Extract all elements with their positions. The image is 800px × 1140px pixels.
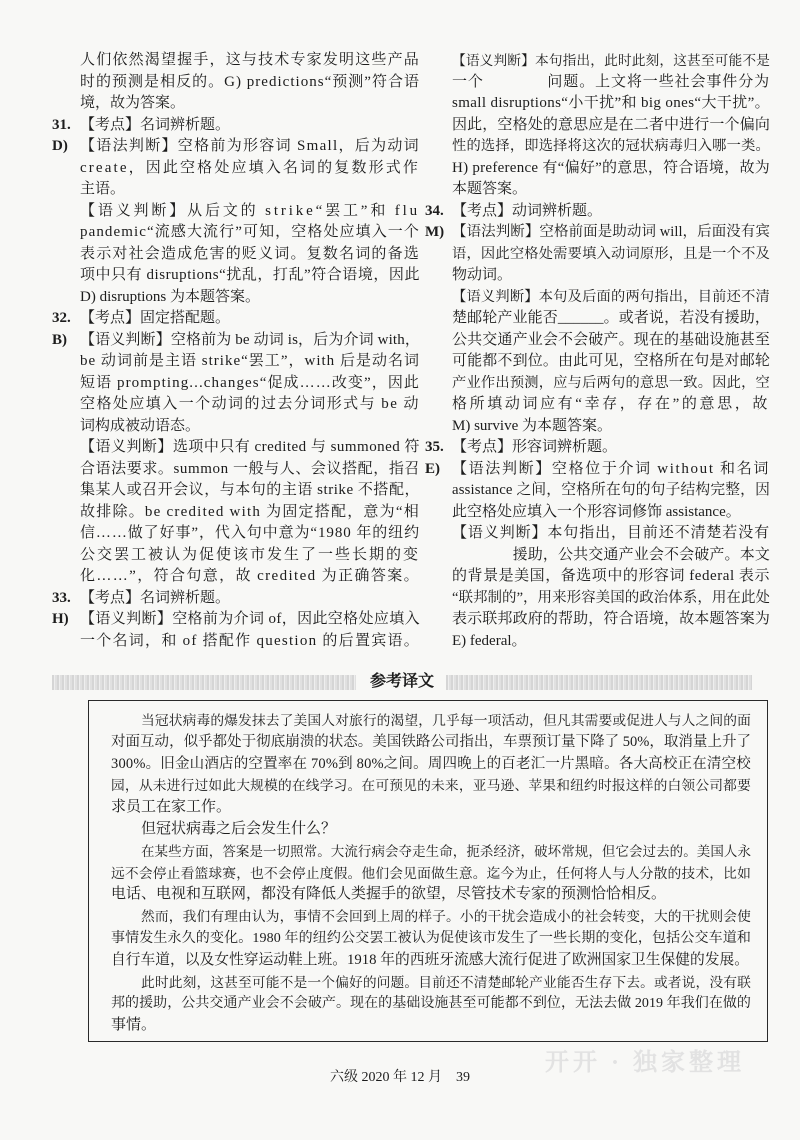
text-line: 求员工在家工作。 xyxy=(111,799,232,816)
text-line: 化……”，符合句意，故 credited 为正确答案。 xyxy=(80,568,420,584)
answer-option-marker: D) xyxy=(52,138,68,154)
text-line: 本题答案。 xyxy=(452,181,528,197)
text-line: 【语义判断】本句指出，目前还不清楚若没有 xyxy=(452,525,770,541)
text-line: 【语义判断】从后文的 strike“罢工”和 flu xyxy=(80,202,420,219)
question-number: 31. xyxy=(52,116,71,133)
text-line: 事情。 xyxy=(111,1017,157,1034)
text-line: 【考点】形容词辨析题。 xyxy=(452,439,618,455)
text-line: 格所填动词应有“幸存，存在”的意思，故 xyxy=(452,396,770,412)
text-line: 此时此刻，这甚至可能不是一个偏好的问题。目前还不清楚邮轮产业能否生存下去。或者说，没有联 xyxy=(141,974,751,990)
heading-decoration-right xyxy=(446,675,752,690)
question-header xyxy=(52,308,420,330)
text-line: 【考点】名词辨析题。 xyxy=(80,116,231,133)
text-line: 300%。旧金山酒店的空置率在 70%到 80%之间。周四晚上的百老汇一片黑暗。各大高校正在清空校 xyxy=(111,755,751,772)
right-column xyxy=(425,50,770,652)
text-line: be 动词前是主语 strike“罢工”，with 后是动名词 xyxy=(80,353,420,369)
answer-line xyxy=(425,459,770,481)
text-line: 援助，公共交通产业会不会破产。本文 xyxy=(452,546,770,563)
question-header xyxy=(425,201,770,223)
text-line: 可能都不到位。由此可见，空格所在句是对邮轮 xyxy=(452,353,770,369)
text-line: 【语法判断】空格前面是助动词 will，后面没有宾 xyxy=(452,224,770,240)
text-line: 对面互动，似乎都处于彻底崩溃的状态。美国铁路公司指出，车票预订量下降了 50%，取消量上升了 xyxy=(111,733,751,750)
answer-option-marker: E) xyxy=(425,460,440,477)
text-line: 境，故为答案。 xyxy=(80,95,186,111)
text-line: 【语法判断】空格前为形容词 Small，后为动词 xyxy=(80,138,420,154)
translation-box xyxy=(88,700,768,1042)
question-header xyxy=(425,437,770,459)
text-line: 电话、电视和互联网，都没有降低人类握手的欲望，尽管技术专家的预测恰恰相反。 xyxy=(111,886,667,903)
watermark: 开开 · 独家整理 xyxy=(545,1050,746,1076)
text-line: 性的选择，即选择将这次的冠状病毒归入哪一类。 xyxy=(452,138,770,154)
text-line: 【考点】名词辨析题。 xyxy=(80,589,231,606)
left-column xyxy=(52,50,420,652)
text-line: 【语义判断】空格前为介词 of，因此空格处应填入 xyxy=(80,611,420,627)
text-line: 邦的援助，公共交通产业会不会破产。现在的基础设施甚至可能都不到位，无法去做 2019 年我们在做的 xyxy=(111,996,751,1012)
text-line: 【考点】动词辨析题。 xyxy=(452,202,603,219)
text-line: 表示联邦政府的帮助，符合语境，故本题答案为 xyxy=(452,611,770,627)
question-number: 33. xyxy=(52,589,71,606)
answer-line xyxy=(425,222,770,244)
text-line: 楚邮轮产业能否______。或者说，若没有援助， xyxy=(452,310,770,326)
question-header xyxy=(52,115,420,137)
text-line: 此空格处应填入一个形容词修饰 assistance。 xyxy=(452,503,741,520)
text-line: 表示对社会造成危害的贬义词。复数名词的备选 xyxy=(80,245,420,262)
answer-option-marker: H) xyxy=(52,611,69,627)
page-number: 39 xyxy=(456,1070,470,1085)
text-line: 【考点】固定搭配题。 xyxy=(80,310,231,326)
text-line: 合语法要求。summon 一般与人、会议搭配，指召 xyxy=(80,460,420,477)
question-header xyxy=(52,588,420,610)
text-line: 【语义判断】空格前为 be 动词 is，后为介词 with， xyxy=(80,331,420,348)
text-line: M) survive 为本题答案。 xyxy=(452,417,612,434)
text-line: 【语义判断】本句及后面的两句指出，目前还不清 xyxy=(452,288,770,305)
text-line: 语，因此空格处需要填入动词原形，且是一个不及 xyxy=(452,245,770,262)
text-line: 然而，我们有理由认为，事情不会回到上周的样子。小的干扰会造成小的社会转变，大的干扰则会使 xyxy=(141,909,751,925)
text-line: 【语义判断】选项中只有 credited 与 summoned 符 xyxy=(80,439,420,455)
text-line: D) disruptions 为本题答案。 xyxy=(80,288,261,305)
text-line: 【语义判断】本句指出，此时此刻，这甚至可能不是 xyxy=(452,53,770,68)
text-line: 项中只有 disruptions“扰乱，打乱”符合语境，因此 xyxy=(80,267,420,283)
text-line: 物动词。 xyxy=(452,267,513,283)
answer-line xyxy=(52,609,420,631)
text-line: 园，从未进行过如此大规模的在线学习。在可预见的未来，亚马逊、苹果和纽约时报这样的白领公司都要 xyxy=(111,778,751,794)
text-line: 一个 问题。上文将一些社会事件分为 xyxy=(452,73,770,90)
question-number: 35. xyxy=(425,439,444,455)
text-line: 【语法判断】空格位于介词 without 和名词 xyxy=(452,460,770,477)
text-line: 一个名词，和 of 搭配作 question 的后置宾语。 xyxy=(80,632,420,649)
footer-label: 六级 2020 年 12 月 xyxy=(330,1070,442,1085)
answer-line xyxy=(52,330,420,352)
question-number: 34. xyxy=(425,202,444,219)
text-line: 但冠状病毒之后会发生什么？ xyxy=(141,820,337,837)
text-line: 公交罢工被认为促使该市发生了一些长期的变 xyxy=(80,546,420,563)
text-line: 信……做了好事”，代入句中意为“1980 年的纽约 xyxy=(80,525,420,541)
question-number: 32. xyxy=(52,310,71,326)
text-line: E) federal。 xyxy=(452,632,527,649)
text-line: 自行车道，以及女性穿运动鞋上班。1918 年的西班牙流感大流行促进了欧洲国家卫生保健的发展。 xyxy=(111,951,749,968)
answer-option-marker: B) xyxy=(52,331,67,348)
answer-option-marker: M) xyxy=(425,224,445,240)
text-line: small disruptions“小干扰”和 big ones“大干扰”。 xyxy=(452,95,770,111)
text-line: 公共交通产业会不会破产。现在的基础设施甚至 xyxy=(452,331,770,348)
text-line: create，因此空格处应填入名词的复数形式作 xyxy=(80,159,420,176)
text-line: 短语 prompting...changes“促成……改变”，因此 xyxy=(80,374,420,391)
text-line: 因此，空格处的意思应是在二者中进行一个偏向 xyxy=(452,116,770,133)
text-line: 产业作出预测，应与后两句的意思一致。因此，空 xyxy=(452,374,770,391)
text-line: “联邦制的”，用来形容美国的政治体系，用在此处 xyxy=(452,589,770,606)
page-footer xyxy=(0,1068,800,1088)
text-line: 的背景是美国，备选项中的形容词 federal 表示 xyxy=(452,568,770,584)
text-line: H) preference 有“偏好”的意思，符合语境，故为 xyxy=(452,159,770,176)
translation-text xyxy=(111,710,751,1037)
text-line: 主语。 xyxy=(80,181,126,197)
text-line: 故排除。be credited with 为固定搭配，意为“相 xyxy=(80,503,420,520)
heading-decoration-left xyxy=(52,675,356,690)
text-line: 时的预测是相反的。G) predictions“预测”符合语 xyxy=(80,73,420,90)
text-line: pandemic“流感大流行”可知，空格处应填入一个 xyxy=(80,224,420,240)
text-line: 当冠状病毒的爆发抹去了美国人对旅行的渴望，几乎每一项活动，但凡其需要或促进人与人之间的面 xyxy=(141,713,751,728)
text-line: assistance 之间，空格所在句的句子结构完整，因 xyxy=(452,482,770,498)
text-line: 在某些方面，答案是一切照常。大流行病会夺走生命，扼杀经济，破坏常规，但它会过去的。美国人永 xyxy=(141,843,751,859)
text-line: 事情发生永久的变化。1980 年的纽约公交罢工被认为促使该市发生了一些长期的变化，包括公交车道和 xyxy=(111,930,751,946)
section-heading: 参考译文 xyxy=(369,673,434,690)
text-line: 人们依然渴望握手，这与技术专家发明这些产品 xyxy=(80,52,420,68)
text-line: 远不会停止看篮球赛，也不会停止度假。他们会见面做生意。迄今为止，任何将人与人分散的技术，比如 xyxy=(111,865,751,881)
text-line: 词构成被动语态。 xyxy=(80,417,201,434)
answer-line xyxy=(52,136,420,158)
text-line: 空格处应填入一个动词的过去分词形式与 be 动 xyxy=(80,396,420,412)
text-line: 集某人或召开会议，与本句的主语 strike 不搭配， xyxy=(80,482,420,498)
